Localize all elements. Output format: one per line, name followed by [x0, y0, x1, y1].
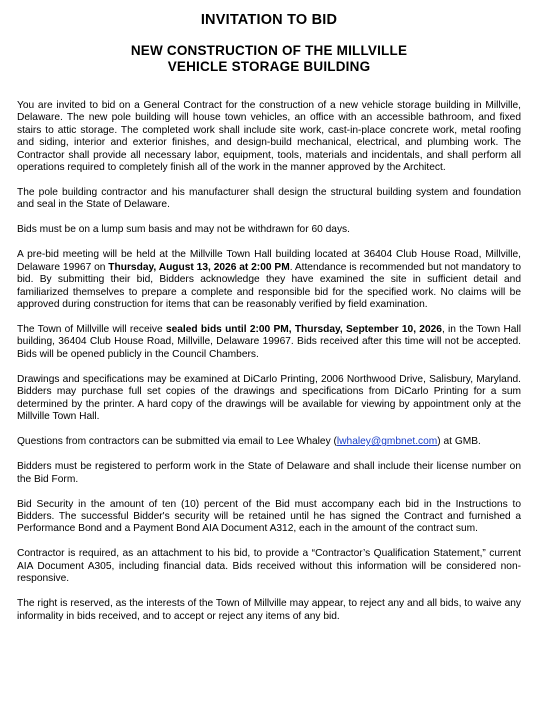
prebid-meeting-date: Thursday, August 13, 2026 at 2:00 PM [108, 261, 290, 273]
rights-reserved-paragraph: The right is reserved, as the interests of the Town of Millville may appear, to reject any and all bids, to waive any informality in bids received, and to accept or reject any items of any bid. [17, 598, 521, 622]
prebid-meeting-paragraph [17, 249, 521, 311]
questions-paragraph [17, 436, 521, 448]
questions-text-start: Questions from contractors can be submitted via email to Lee Whaley ( [17, 436, 337, 448]
sealed-text-end: , in the Town Hall building, 36404 Club House Road, Millville, Delaware 19967. Bids received after this time will not be accepted. Bids will be opened publicly in the Council Chambers. [17, 324, 521, 360]
qualification-paragraph: Contractor is required, as an attachment to his bid, to provide a “Contractor’s Qualification Statement,” current AIA Document A305, including financial data. Bids received without this information will be considered non-responsive. [17, 548, 521, 585]
contact-email-link[interactable]: lwhaley@gmbnet.com [336, 436, 438, 448]
sealed-text-start: The Town of Millville will receive [17, 324, 166, 336]
sealed-bids-paragraph [17, 324, 521, 361]
prebid-text-end: . Attendance is recommended but not mandatory to bid. By submitting their bid, Bidders acknowledge they have examined the site in sufficient detail and familiarized themselves to prepare a complete and responsible bid for the specified work. No claims will be approved during construction for items that can be reasonably verified by field examination. [17, 261, 521, 311]
sealed-bids-deadline: sealed bids until 2:00 PM, Thursday, September 10, 2026 [165, 324, 442, 336]
pole-building-paragraph: The pole building contractor and his manufacturer shall design the structural building system and foundation and seal in the State of Delaware. [17, 187, 521, 211]
project-title-line-1: NEW CONSTRUCTION OF THE MILLVILLE [130, 43, 408, 58]
project-title-line-2: VEHICLE STORAGE BUILDING [167, 59, 371, 74]
prebid-text-start: A pre-bid meeting will be held at the Millville Town Hall building located at 36404 Club House Road, Millville, Delaware 19967 on [17, 249, 521, 273]
questions-text-end: ) at GMB. [437, 436, 481, 448]
drawings-paragraph: Drawings and specifications may be examined at DiCarlo Printing, 2006 Northwood Drive, Salisbury, Maryland. Bidders may purchase full set copies of the drawings and specifications from DiCarlo Printing for a sum determined by the printer. A hard copy of the drawings will be available for viewing by appointment only at the Millville Town Hall. [17, 373, 521, 423]
intro-paragraph: You are invited to bid on a General Contract for the construction of a new vehicle storage building in Millville, Delaware. The new pole building will house town vehicles, an office with an accessible bathroom, and fixed stairs to attic storage. The completed work shall include site work, cast-in-place concrete work, metal roofing and siding, interior and exterior finishes, and design-build mechanical, electrical, and plumbing work. The Contractor shall provide all necessary labor, equipment, tools, materials and incidentals, and shall perform all operations required to completely finish all of the work in the manner approved by the Architect. [17, 100, 521, 174]
document-title: INVITATION TO BID [200, 12, 338, 28]
project-title [17, 43, 521, 75]
bid-security-paragraph: Bid Security in the amount of ten (10) percent of the Bid must accompany each bid in the Instructions to Bidders. The successful Bidder's security will be retained until he has signed the Contract and furnished a Performance Bond and a Payment Bond AIA Document A312, each in the amount of the contract sum. [17, 498, 521, 535]
lump-sum-paragraph: Bids must be on a lump sum basis and may not be withdrawn for 60 days. [17, 224, 350, 236]
registration-paragraph: Bidders must be registered to perform work in the State of Delaware and shall include their license number on the Bid Form. [17, 461, 521, 485]
